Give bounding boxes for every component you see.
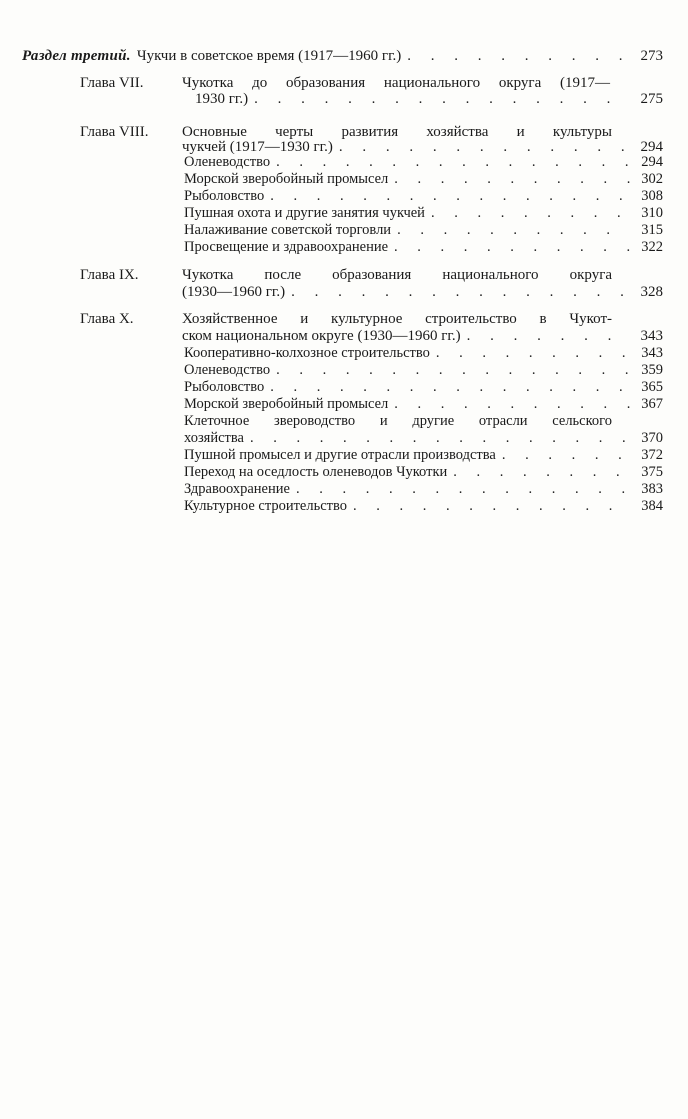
subsection-title: Переход на оседлость оленеводов Чукотки [184,464,448,480]
toc-subsection-entry [0,205,688,222]
page-number: 343 [640,328,663,344]
dot-leader [388,239,630,256]
subsection-title: Пушной промысел и другие отрасли производства [184,447,496,463]
chapter-label: Глава X. [80,311,134,327]
page-number: 275 [640,91,663,107]
dot-leader [264,379,630,396]
page-number: 273 [640,48,663,64]
dot-leader [447,464,630,481]
toc-subsection-entry [0,188,688,205]
subsection-title: Рыболовство [184,188,265,204]
page-number: 384 [641,498,663,514]
subsection-title: Пушная охота и другие занятия чукчей [184,205,425,221]
page-number: 294 [640,139,663,155]
page-number: 308 [641,188,663,204]
section-label: Раздел третий. [22,48,131,64]
page-number: 302 [641,171,663,187]
page-number: 294 [641,154,663,170]
toc-chapter-entry-cont [0,284,688,301]
dot-leader [388,171,630,188]
subsection-title: Клеточное звероводство и другие отрасли сельского [184,413,612,429]
subsection-title: Культурное строительство [184,498,347,514]
dot-leader [401,48,630,65]
toc-subsection-entry [0,498,688,515]
dot-leader [347,498,630,515]
page-number: 372 [641,447,663,463]
subsection-title: Морской зверобойный промысел [184,396,389,412]
chapter-title-line2: ском национальном округе (1930—1960 гг.) [182,328,461,344]
page-number: 359 [641,362,663,378]
toc-subsection-entry [0,362,688,379]
dot-leader [244,430,630,447]
toc-chapter-entry [0,311,688,328]
chapter-title-line2: (1930—1960 гг.) [182,284,286,300]
page-number: 328 [640,284,663,300]
toc-chapter-entry-cont [0,91,688,108]
dot-leader [391,222,630,239]
dot-leader [270,362,630,379]
page-number: 343 [641,345,663,361]
subsection-title: Рыболовство [184,379,265,395]
toc-section-entry [0,48,688,65]
toc-chapter-entry-cont [0,328,688,345]
dot-leader [248,91,630,108]
toc-subsection-entry [0,481,688,498]
toc-subsection-entry [0,171,688,188]
chapter-title-line1: Чукотка до образования национального округа (1917— [182,75,610,91]
toc-subsection-entry [0,222,688,239]
toc-subsection-entry [0,396,688,413]
dot-leader [285,284,630,301]
toc-subsection-entry [0,154,688,171]
toc-subsection-entry [0,379,688,396]
subsection-title: Оленеводство [184,154,271,170]
chapter-label: Глава VIII. [80,124,149,140]
chapter-label: Глава VII. [80,75,144,91]
toc-subsection-entry [0,413,688,430]
toc-subsection-entry [0,239,688,256]
toc-chapter-entry [0,267,688,284]
dot-leader [264,188,630,205]
subsection-title: Кооперативно-колхозное строительство [184,345,430,361]
section-title: Чукчи в советское время (1917—1960 гг.) [136,48,402,64]
toc-chapter-entry [0,75,688,92]
subsection-title: Морской зверобойный промысел [184,171,389,187]
chapter-title-line2: 1930 гг.) [195,91,249,107]
page-number: 370 [641,430,663,446]
dot-leader [425,205,630,222]
chapter-title-line2: чукчей (1917—1930 гг.) [182,139,333,155]
page-number: 365 [641,379,663,395]
page-number: 315 [641,222,663,238]
dot-leader [270,154,630,171]
chapter-label: Глава IX. [80,267,139,283]
toc-subsection-entry [0,464,688,481]
page-number: 322 [641,239,663,255]
subsection-title: Здравоохранение [184,481,290,497]
chapter-title-line1: Чукотка после образования национального округа [182,267,612,283]
dot-leader [290,481,630,498]
chapter-title-line1: Основные черты развития хозяйства и культуры [182,124,612,140]
subsection-title: Оленеводство [184,362,271,378]
subsection-title: Просвещение и здравоохранение [184,239,389,255]
page-number: 375 [641,464,663,480]
dot-leader [461,328,630,345]
page-number: 367 [641,396,663,412]
page-number: 310 [641,205,663,221]
toc-subsection-entry [0,447,688,464]
toc-subsection-entry [0,345,688,362]
dot-leader [430,345,630,362]
toc-subsection-entry-cont [0,430,688,447]
chapter-title-line1: Хозяйственное и культурное строительство в Чукот- [182,311,612,327]
subsection-title: Налаживание советской торговли [184,222,392,238]
dot-leader [496,447,630,464]
dot-leader [388,396,630,413]
page-number: 383 [641,481,663,497]
subsection-title-line2: хозяйства [184,430,244,446]
